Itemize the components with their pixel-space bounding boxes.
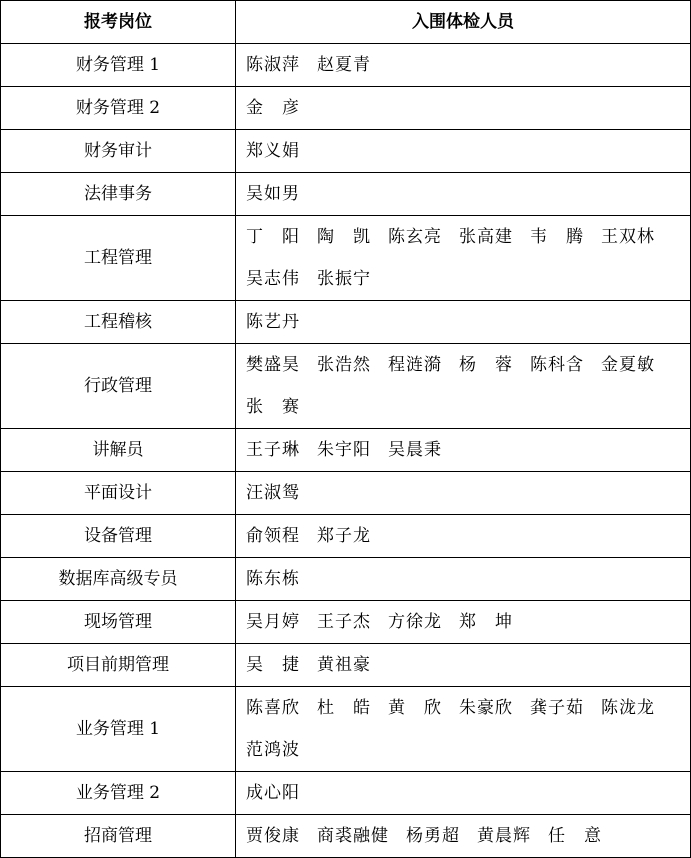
candidate-name: 朱豪欣: [459, 698, 513, 718]
post-cell: 工程管理: [1, 216, 236, 301]
candidate-name: 张振宁: [317, 269, 371, 289]
candidate-name: 王子琳: [246, 440, 300, 460]
candidate-name: 丁 阳: [246, 227, 300, 247]
candidates-cell: [236, 173, 691, 216]
candidate-name: 樊盛昊: [246, 355, 300, 375]
header-post: 报考岗位: [1, 1, 236, 44]
candidate-name: 朱宇阳: [317, 440, 371, 460]
candidates-cell: [236, 216, 691, 301]
candidate-name: 陈科含: [530, 355, 584, 375]
post-cell: 项目前期管理: [1, 644, 236, 687]
candidate-name: 方徐龙: [388, 612, 442, 632]
candidates-cell: [236, 44, 691, 87]
candidate-name: 任 意: [548, 826, 602, 846]
candidates-cell: [236, 644, 691, 687]
candidate-name: 王双林: [601, 227, 655, 247]
table-row: [1, 601, 691, 644]
candidate-name: 陈喜欣: [246, 698, 300, 718]
table-row: [1, 687, 691, 772]
candidate-name: 张高建: [459, 227, 513, 247]
candidate-name: 金夏敏: [601, 355, 655, 375]
table-row: [1, 515, 691, 558]
candidates-cell: [236, 429, 691, 472]
table-row: [1, 429, 691, 472]
candidate-name: 黄晨辉: [477, 826, 531, 846]
candidates-cell: [236, 130, 691, 173]
candidate-name: 韦 腾: [530, 227, 584, 247]
table-row: [1, 130, 691, 173]
candidate-name: 吴志伟: [246, 269, 300, 289]
header-candidates: 入围体检人员: [236, 1, 691, 44]
candidate-name: 吴月婷: [246, 612, 300, 632]
candidate-name: 龚子茹: [530, 698, 584, 718]
candidate-name: 陈玄亮: [388, 227, 442, 247]
post-cell: 讲解员: [1, 429, 236, 472]
table-row: [1, 558, 691, 601]
post-cell: 设备管理: [1, 515, 236, 558]
candidates-cell: [236, 601, 691, 644]
candidate-name: 陈艺丹: [246, 312, 300, 332]
table-row: [1, 815, 691, 858]
post-cell: 财务管理 2: [1, 87, 236, 130]
candidate-name: 杨 蓉: [459, 355, 513, 375]
candidates-cell: [236, 515, 691, 558]
table-row: [1, 472, 691, 515]
candidate-name: 黄祖豪: [317, 655, 371, 675]
candidate-name: 陈泷龙: [601, 698, 655, 718]
table-row: [1, 344, 691, 429]
candidate-name: 范鸿波: [246, 740, 300, 760]
candidate-name: 吴 捷: [246, 655, 300, 675]
candidate-name: 汪淑鸳: [246, 483, 300, 503]
candidate-name: 俞领程: [246, 526, 300, 546]
table-row: [1, 173, 691, 216]
post-cell: 法律事务: [1, 173, 236, 216]
post-cell: 业务管理 2: [1, 772, 236, 815]
candidates-cell: [236, 301, 691, 344]
table-row: [1, 87, 691, 130]
table-body: [1, 44, 691, 858]
table-row: [1, 772, 691, 815]
candidate-name: 金 彦: [246, 98, 300, 118]
candidate-name: 贾俊康: [246, 826, 300, 846]
post-cell: 财务审计: [1, 130, 236, 173]
candidate-name: 陈淑萍: [246, 55, 300, 75]
candidates-cell: [236, 687, 691, 772]
candidates-cell: [236, 772, 691, 815]
candidate-name: 张浩然: [317, 355, 371, 375]
post-cell: 业务管理 1: [1, 687, 236, 772]
post-cell: 财务管理 1: [1, 44, 236, 87]
candidate-name: 赵夏青: [317, 55, 371, 75]
candidate-name: 程涟漪: [388, 355, 442, 375]
candidate-name: 杨勇超: [406, 826, 460, 846]
candidate-name: 杜 皓: [317, 698, 371, 718]
candidate-name: 商裘融健: [317, 826, 389, 846]
candidate-name: 张 赛: [246, 397, 300, 417]
candidates-cell: [236, 472, 691, 515]
candidate-name: 郑义娟: [246, 141, 300, 161]
candidates-cell: [236, 558, 691, 601]
table-row: [1, 301, 691, 344]
candidate-name: 黄 欣: [388, 698, 442, 718]
candidate-name: 成心阳: [246, 783, 300, 803]
post-cell: 数据库高级专员: [1, 558, 236, 601]
candidate-name: 陶 凯: [317, 227, 371, 247]
candidates-cell: [236, 87, 691, 130]
candidate-name: 吴如男: [246, 184, 300, 204]
candidate-name: 吴晨秉: [388, 440, 442, 460]
candidate-name: 郑 坤: [459, 612, 513, 632]
candidates-cell: [236, 344, 691, 429]
candidate-name: 王子杰: [317, 612, 371, 632]
candidates-cell: [236, 815, 691, 858]
candidate-name: 郑子龙: [317, 526, 371, 546]
table-row: [1, 44, 691, 87]
post-cell: 现场管理: [1, 601, 236, 644]
candidate-name: 陈东栋: [246, 569, 300, 589]
post-cell: 招商管理: [1, 815, 236, 858]
post-cell: 平面设计: [1, 472, 236, 515]
table-row: [1, 216, 691, 301]
table-row: [1, 644, 691, 687]
header-row: [1, 1, 691, 44]
post-cell: 行政管理: [1, 344, 236, 429]
post-cell: 工程稽核: [1, 301, 236, 344]
